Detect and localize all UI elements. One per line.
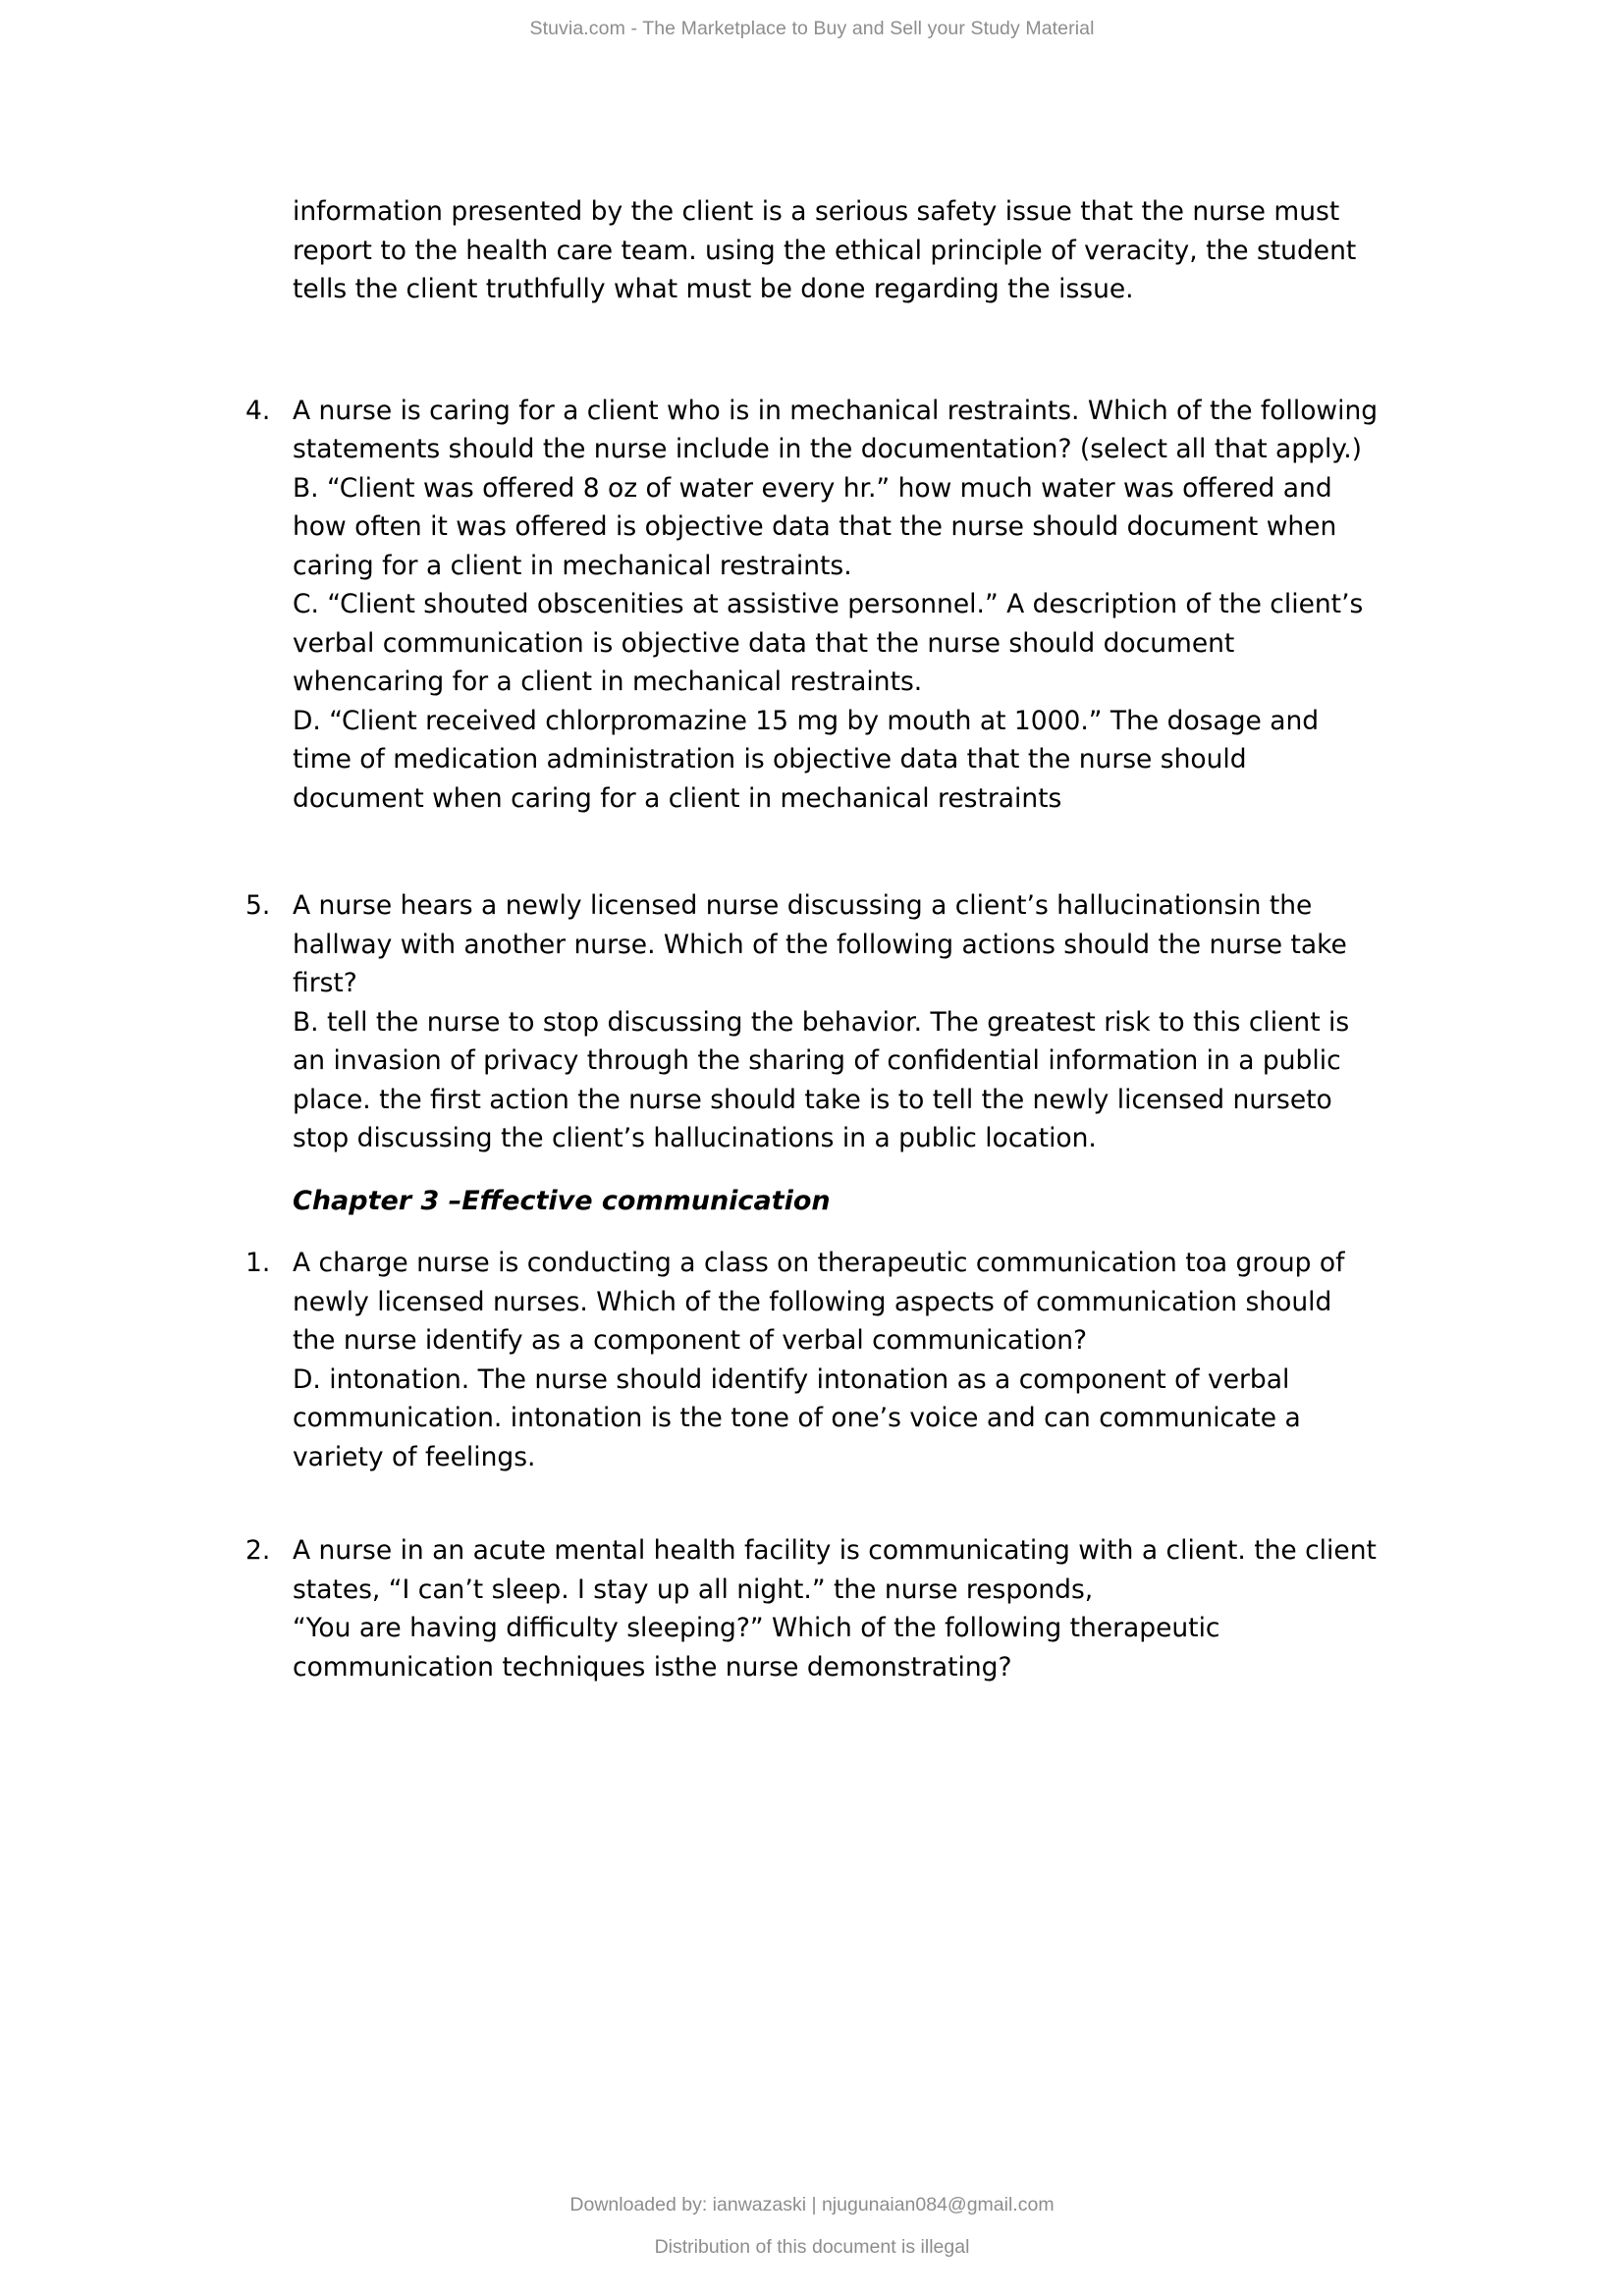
question-content <box>293 1244 1382 1476</box>
question-continuation: “You are having difficulty sleeping?” Which of the following therapeutic communication techniques isthe nurse demonstrating? <box>293 1613 1220 1682</box>
question-answer-b: B. tell the nurse to stop discussing the behavior. The greatest risk to this client is an invasion of privacy through the sharing of confidential information in a public place. the first action the nurse should take is to tell the newly licensed nurseto stop discussing the client’s hallucinations in a public location. <box>293 1006 1350 1153</box>
question-answer-c: C. “Client shouted obscenities at assistive personnel.” A description of the client’s verbal communication is objective data that the nurse should document whencaring for a client in mechanical restraints. <box>293 589 1364 697</box>
chapter-question-item-2 <box>244 1531 1382 1686</box>
question-content <box>293 392 1382 819</box>
chapter-question-item-1 <box>244 1244 1382 1476</box>
spacer <box>244 1476 1382 1531</box>
spacer <box>244 1158 1382 1182</box>
question-number: 5. <box>245 890 271 921</box>
running-head-watermark: Stuvia.com - The Marketplace to Buy and Sell your Study Material <box>529 18 1095 39</box>
question-stem: A nurse in an acute mental health facility is communicating with a client. the client states, “I can’t sleep. I stay up all night.” the nurse responds, <box>293 1535 1377 1605</box>
question-stem: A nurse is caring for a client who is in mechanical restraints. Which of the following statements should the nurse include in the documentation? (select all that apply.) <box>293 395 1379 464</box>
question-number: 4. <box>245 395 271 426</box>
footer-distribution-notice: Distribution of this document is illegal <box>654 2236 970 2258</box>
question-answer-b: B. “Client was offered 8 oz of water every hr.” how much water was offered and how often it was offered is objective data that the nurse should document when caring for a client in mechanical restraints. <box>293 472 1337 581</box>
question-content <box>293 1531 1382 1686</box>
question-item-4 <box>244 392 1382 819</box>
question-stem: A charge nurse is conducting a class on therapeutic communication toa group of newly licensed nurses. Which of the following aspects of communication should the nurse identify as a component of verbal communication? <box>293 1248 1345 1356</box>
question-content <box>293 886 1382 1158</box>
question-number: 1. <box>245 1248 271 1278</box>
question-answer-d: D. “Client received chlorpromazine 15 mg by mouth at 1000.” The dosage and time of medication administration is objective data that the nurse should document when caring for a client in mechanical restraints <box>293 705 1320 814</box>
question-item-5 <box>244 886 1382 1158</box>
spacer <box>244 309 1382 392</box>
question-number: 2. <box>245 1535 271 1566</box>
chapter-heading: Chapter 3 –Effective communication <box>293 1185 831 1216</box>
question-answer-d: D. intonation. The nurse should identify intonation as a component of verbal communication. intonation is the tone of one’s voice and can communicate a variety of feelings. <box>293 1363 1301 1472</box>
footer-downloaded-by: Downloaded by: ianwazaski | njugunaian084@gmail.com <box>569 2194 1055 2216</box>
question-stem: A nurse hears a newly licensed nurse discussing a client’s hallucinationsin the hallway with another nurse. Which of the following actions should the nurse take first? <box>293 890 1347 998</box>
document-body <box>244 192 1382 1686</box>
lead-paragraph: information presented by the client is a serious safety issue that the nurse must report to the health care team. using the ethical principle of veracity, the student tells the client truthfully what must be done regarding the issue. <box>293 196 1357 304</box>
spacer <box>244 1220 1382 1244</box>
spacer <box>244 818 1382 886</box>
